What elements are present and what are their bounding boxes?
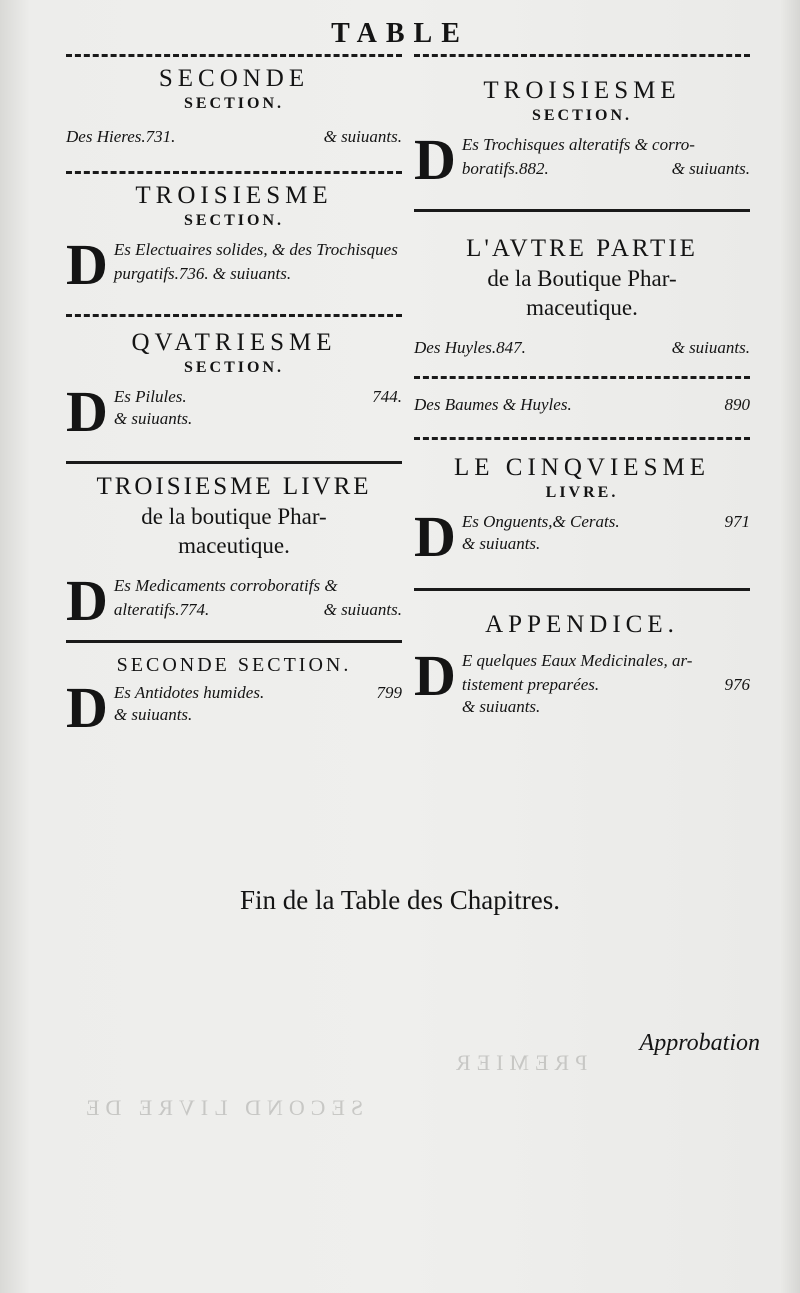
book-title: LE CINQVIESME <box>454 454 710 481</box>
closing-line: Fin de la Table des Chapitres. <box>239 885 561 915</box>
bleed-through: PREMIER <box>450 1050 588 1075</box>
entry-number: 890 <box>724 395 750 414</box>
left-column <box>66 54 402 740</box>
book-subtitle: LIVRE. <box>545 484 619 501</box>
entry-text: Es Antidotes humides. <box>113 683 265 702</box>
section-title: TROISIESME <box>135 182 333 209</box>
section-subtitle: SECTION. <box>531 107 633 124</box>
toc-entry <box>414 336 750 360</box>
entry-suiv: & suiuants. <box>113 705 193 724</box>
toc-entry <box>414 504 750 569</box>
rule <box>66 461 402 464</box>
entry-text: Es Medicaments corroboratifs & <box>113 576 338 595</box>
entry-text: E quelques Eaux Medicinales, ar- <box>461 651 693 670</box>
section-subtitle: SECTION. <box>183 359 285 376</box>
book-subtitle: maceutique. <box>178 533 290 558</box>
entry-suiv: & suiuants. <box>113 409 193 428</box>
entry-number: 971 <box>724 512 750 531</box>
toc-entry <box>414 127 750 192</box>
rule <box>414 588 750 591</box>
toc-entry <box>66 675 402 740</box>
entry-text: Des Hieres.731. <box>66 127 176 146</box>
entry-suiv: & suiuants. <box>671 338 750 357</box>
toc-entry <box>66 379 402 444</box>
part-subtitle: maceutique. <box>526 295 638 320</box>
bleed-through: SECOND LIVRE DE <box>80 1095 364 1120</box>
toc-entry <box>414 643 750 717</box>
entry-suiv: & suiuants. <box>323 127 402 146</box>
entry-text: tistement preparées. <box>461 675 600 694</box>
toc-entry <box>66 232 402 297</box>
entry-text: Es Trochisques alteratifs & corro- <box>461 135 695 154</box>
entry-suiv: & suiuants. <box>323 600 402 619</box>
drop-cap: D <box>414 504 456 569</box>
rule <box>414 209 750 212</box>
entry-text: Des Baumes & Huyles. <box>414 395 572 414</box>
drop-cap: D <box>414 643 456 708</box>
rule <box>414 54 750 57</box>
entry-text: Es Pilules. <box>113 387 187 406</box>
drop-cap: D <box>66 675 108 740</box>
section-title: TROISIESME <box>483 77 681 104</box>
entry-suiv: & suiuants. <box>212 264 292 283</box>
rule <box>414 376 750 379</box>
entry-number: 799 <box>376 683 402 702</box>
part-title: L'AVTRE PARTIE <box>466 235 698 262</box>
rule <box>66 640 402 643</box>
entry-text: Es Electuaires solides, & des Trochisques purgatifs.736. <box>113 240 398 283</box>
right-column <box>414 54 750 717</box>
entry-text: Des Huyles.847. <box>414 338 526 357</box>
section-title: APPENDICE. <box>485 611 679 638</box>
book-title: TROISIESME LIVRE <box>96 473 372 500</box>
section-title: QVATRIESME <box>131 329 337 356</box>
drop-cap: D <box>66 379 108 444</box>
drop-cap: D <box>66 568 108 633</box>
drop-cap: D <box>414 127 456 192</box>
rule <box>414 437 750 440</box>
entry-suiv: & suiuants. <box>461 697 541 716</box>
section-title: SECONDE SECTION. <box>116 654 352 676</box>
rule <box>66 171 402 174</box>
catchword: Approbation <box>639 1030 760 1056</box>
running-head: TABLE <box>331 18 469 49</box>
entry-text: boratifs.882. <box>461 159 549 178</box>
entry-suiv: & suiuants. <box>671 159 750 178</box>
book-subtitle: de la boutique Phar- <box>141 504 327 529</box>
entry-number: 744. <box>372 387 402 406</box>
entry-suiv: & suiuants. <box>461 534 541 553</box>
toc-entry <box>414 393 750 417</box>
entry-number: 976 <box>724 675 750 694</box>
section-title: SECONDE <box>158 65 310 92</box>
drop-cap: D <box>66 232 108 297</box>
section-subtitle: SECTION. <box>183 212 285 229</box>
toc-entry <box>66 568 402 633</box>
entry-text: alteratifs.774. <box>113 600 210 619</box>
entry-text: Es Onguents,& Cerats. <box>461 512 620 531</box>
toc-entry <box>66 125 402 149</box>
section-subtitle: SECTION. <box>183 95 285 112</box>
rule <box>66 314 402 317</box>
part-subtitle: de la Boutique Phar- <box>487 266 677 291</box>
rule <box>66 54 402 57</box>
